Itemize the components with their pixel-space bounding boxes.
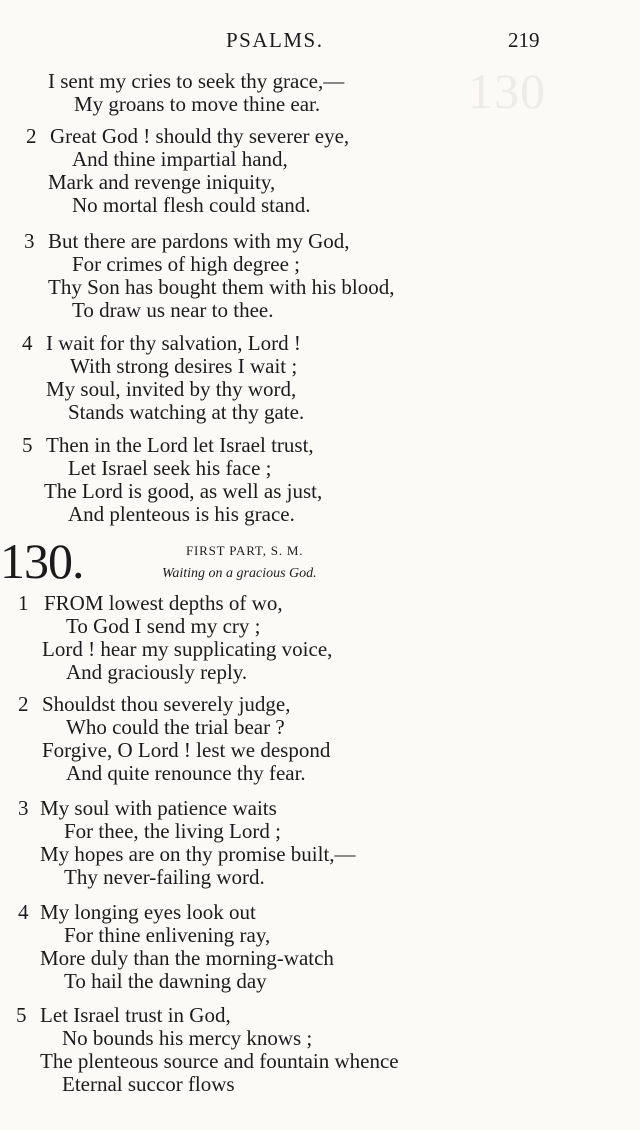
verse-line: Thy Son has bought them with his blood, [48, 275, 395, 299]
verse-number: 4 [18, 900, 29, 924]
verse-line: For thine enlivening ray, [64, 923, 271, 947]
verse-line: Let Israel seek his face ; [68, 456, 272, 480]
verse-number: 5 [16, 1003, 27, 1027]
verse-line: Who could the trial bear ? [66, 715, 285, 739]
verse-number: 4 [22, 331, 33, 355]
verse-line: No bounds his mercy knows ; [62, 1026, 313, 1050]
verse-number: 2 [18, 692, 29, 716]
page-header [0, 28, 640, 58]
verse-line: And quite renounce thy fear. [66, 761, 306, 785]
running-title: PSALMS. [226, 28, 324, 52]
verse-line: Shouldst thou severely judge, [42, 692, 291, 716]
verse-line: And thine impartial hand, [72, 147, 288, 171]
verse-line: Then in the Lord let Israel trust, [46, 433, 314, 457]
verse-line: Eternal succor flows [62, 1072, 235, 1096]
verse-number: 3 [24, 229, 35, 253]
verse-line: And graciously reply. [66, 660, 248, 684]
verse-line: Lord ! hear my supplicating voice, [42, 637, 333, 661]
show-through-text: 130 [468, 63, 546, 119]
verse-line: Mark and revenge iniquity, [48, 170, 276, 194]
page-number: 219 [508, 28, 540, 52]
verse-line: I sent my cries to seek thy grace,— [48, 69, 345, 93]
verse-line: Let Israel trust in God, [40, 1003, 231, 1027]
verse-line: Great God ! should thy severer eye, [50, 124, 350, 148]
verse-line: With strong desires I wait ; [70, 354, 298, 378]
verse-number: 3 [18, 796, 29, 820]
verse-line: Thy never-failing word. [64, 865, 265, 889]
verse-line: My soul with patience waits [40, 796, 277, 820]
verse-line: To God I send my cry ; [66, 614, 261, 638]
verse-line: For crimes of high degree ; [72, 252, 301, 276]
verse-number: 1 [18, 591, 29, 615]
verse-line: My hopes are on thy promise built,— [40, 842, 356, 866]
verse-line: But there are pardons with my God, [48, 229, 350, 253]
verse-line: My soul, invited by thy word, [46, 377, 297, 401]
verse-line: Stands watching at thy gate. [68, 400, 305, 424]
verse-line: My longing eyes look out [40, 900, 256, 924]
verse-number: 2 [26, 124, 37, 148]
psalm-subtitle: Waiting on a gracious God. [162, 566, 317, 581]
verse-line: I wait for thy salvation, Lord ! [46, 331, 301, 355]
part-heading: FIRST PART, S. M. [186, 543, 304, 558]
verse-line: And plenteous is his grace. [68, 502, 295, 526]
verse-line: My groans to move thine ear. [74, 92, 321, 116]
verse-line: More duly than the morning-watch [40, 946, 334, 970]
verse-line: To hail the dawning day [64, 969, 267, 993]
verse-line: The plenteous source and fountain whence [40, 1049, 399, 1073]
verse-line: No mortal flesh could stand. [72, 193, 311, 217]
verse-number: 5 [22, 433, 33, 457]
psalm-number: 130. [0, 533, 84, 589]
verse-line: The Lord is good, as well as just, [44, 479, 323, 503]
verse-line: To draw us near to thee. [72, 298, 274, 322]
verse-line: FROM lowest depths of wo, [44, 591, 283, 615]
verse-line: Forgive, O Lord ! lest we despond [42, 738, 331, 762]
verse-line: For thee, the living Lord ; [64, 819, 281, 843]
